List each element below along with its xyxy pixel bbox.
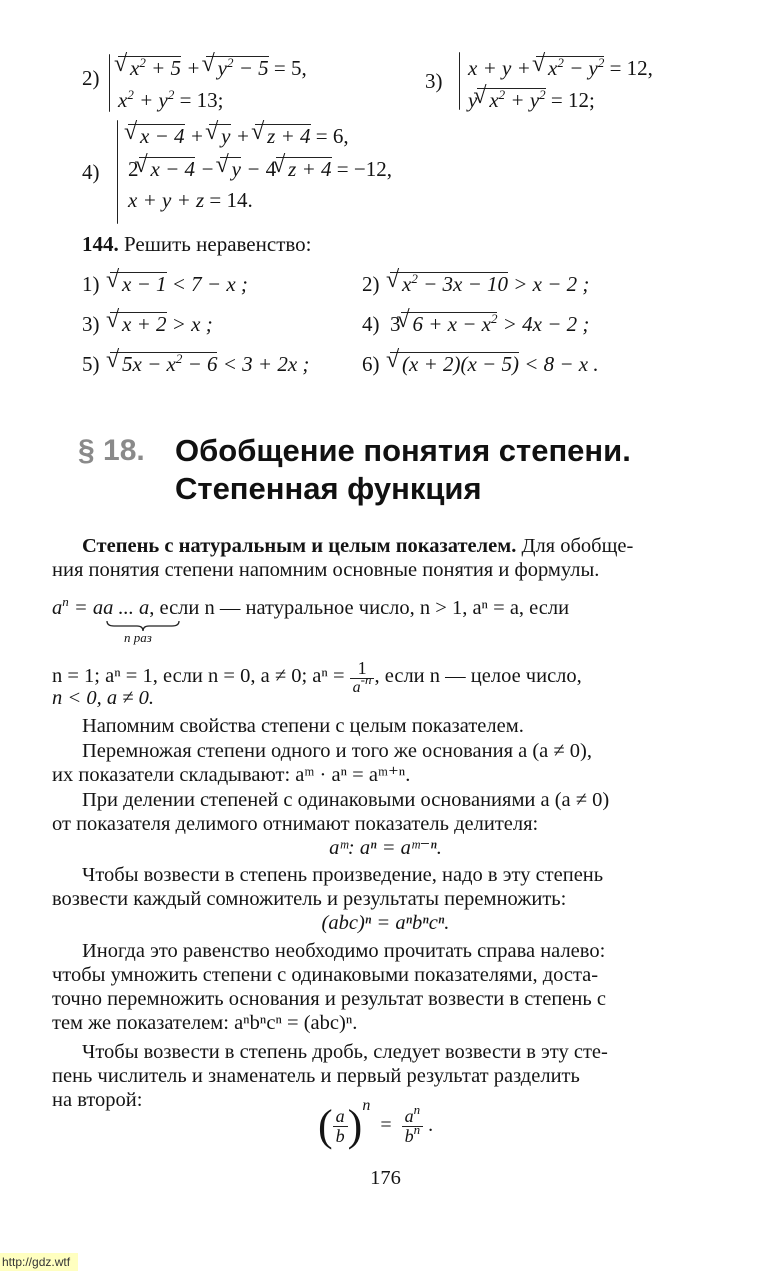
- section-title: Обобщение понятия степени. Степенная функция: [175, 433, 631, 506]
- inequality-6: 6) √ (x + 2)(x − 5) < 8 − x .: [362, 352, 599, 376]
- paragraph-2: Напомним свойства степени с целым показателем.: [82, 715, 524, 737]
- n-raz-label: n раз: [124, 630, 152, 645]
- system-4-brace: [117, 120, 118, 224]
- page-number: 176: [370, 1167, 401, 1189]
- problem-header: 144. Решить неравенство:: [82, 232, 312, 256]
- inequality-2: 2) √ $x^2 - 3x - 10 > x - 2$ ;: [362, 272, 589, 296]
- section-number: § 18.: [78, 434, 145, 467]
- system-2-line-2: $x^2 + y^2 = 13$;: [118, 87, 224, 112]
- system-2-line-1: √ $x^2 + 5$ + √ $y^2 - 5 = 5$,: [118, 56, 307, 80]
- system-2-brace: [109, 54, 110, 112]
- inequality-4: 4) 3√ $6 + x - x^2 > 4x - 2$ ;: [362, 312, 589, 336]
- definition-line-1: $a^n$ = aa ... a, если n — натуральное число, n > 1, aⁿ = a, если: [52, 594, 570, 619]
- paragraph-7-line-3: на второй:: [52, 1089, 143, 1111]
- system-4-line-3: x + y + z = 14.: [128, 188, 253, 212]
- paragraph-6-line-1: Иногда это равенство необходимо прочитать справа налево:: [82, 940, 606, 962]
- paragraph-5-line-2: возвести каждый сомножитель и результаты перемножить:: [52, 888, 567, 910]
- system-3-line-1: x + y + √ $x^2 - y^2 = 12$,: [468, 56, 653, 80]
- paragraph-1-line-2: ния понятия степени напомним основные понятия и формулы.: [52, 559, 600, 581]
- paragraph-1-line-1: Степень с натуральным и целым показателем. Для обобще-: [82, 535, 634, 557]
- system-4-line-1: √ x − 4 + √ y + √ z + 4 = 6,: [128, 124, 349, 148]
- system-3-number: 3): [425, 69, 443, 93]
- paragraph-5-line-1: Чтобы возвести в степень произведение, надо в эту степень: [82, 864, 604, 886]
- paragraph-7-line-1: Чтобы возвести в степень дробь, следует возвести в эту сте-: [82, 1041, 608, 1063]
- reciprocal-fraction: $\frac{1}{a^{-n}}$: [350, 658, 375, 697]
- inequality-5: 5) √ $5x - x^2 - 6 < 3 + 2x$ ;: [82, 352, 309, 376]
- paragraph-6-line-4: тем же показателем: aⁿbⁿcⁿ = (abc)ⁿ.: [52, 1012, 358, 1034]
- formula-fraction-power: ( $\frac{a}{b}$ )$^n$ = $\frac{a^n}{b^n}$ .: [318, 1097, 434, 1150]
- paragraph-4-line-2: от показателя делимого отнимают показатель делителя:: [52, 813, 539, 835]
- system-3-brace: [459, 52, 460, 110]
- inequality-1: 1) √ x − 1 < 7 − x ;: [82, 272, 248, 296]
- paragraph-4-line-1: При делении степеней с одинаковыми основаниями a (a ≠ 0): [82, 789, 610, 811]
- definition-line-2: n = 1; aⁿ = 1, если n = 0, a ≠ 0; aⁿ = $\frac{1}{a^{-n}}$ , если n — целое число,: [52, 658, 582, 696]
- paragraph-3-line-1: Перемножая степени одного и того же основания a (a ≠ 0),: [82, 740, 592, 762]
- watermark-link[interactable]: http://gdz.wtf: [0, 1253, 78, 1271]
- paragraph-3-line-2: их показатели складывают: aᵐ · aⁿ = aᵐ⁺ⁿ.: [52, 764, 411, 786]
- system-4-number: 4): [82, 160, 100, 184]
- system-3-line-2: y√ $x^2 + y^2 = 12$;: [468, 88, 595, 112]
- paragraph-6-line-3: точно перемножить основания и результат возвести в степень с: [52, 988, 606, 1010]
- system-2-number: 2): [82, 66, 100, 90]
- system-4-line-2: 2√ x − 4 − √ y − 4√ z + 4 = −12,: [128, 157, 392, 181]
- inequality-3: 3) √ x + 2 > x ;: [82, 312, 213, 336]
- definition-line-3: n < 0, a ≠ 0.: [52, 687, 154, 709]
- formula-product: (abc)ⁿ = aⁿbⁿcⁿ.: [321, 912, 450, 934]
- formula-division: aᵐ: aⁿ = aᵐ⁻ⁿ.: [329, 837, 442, 859]
- paragraph-6-line-2: чтобы умножить степени с одинаковыми показателями, доста-: [52, 964, 599, 986]
- paragraph-7-line-2: пень числитель и знаменатель и первый результат разделить: [52, 1065, 580, 1087]
